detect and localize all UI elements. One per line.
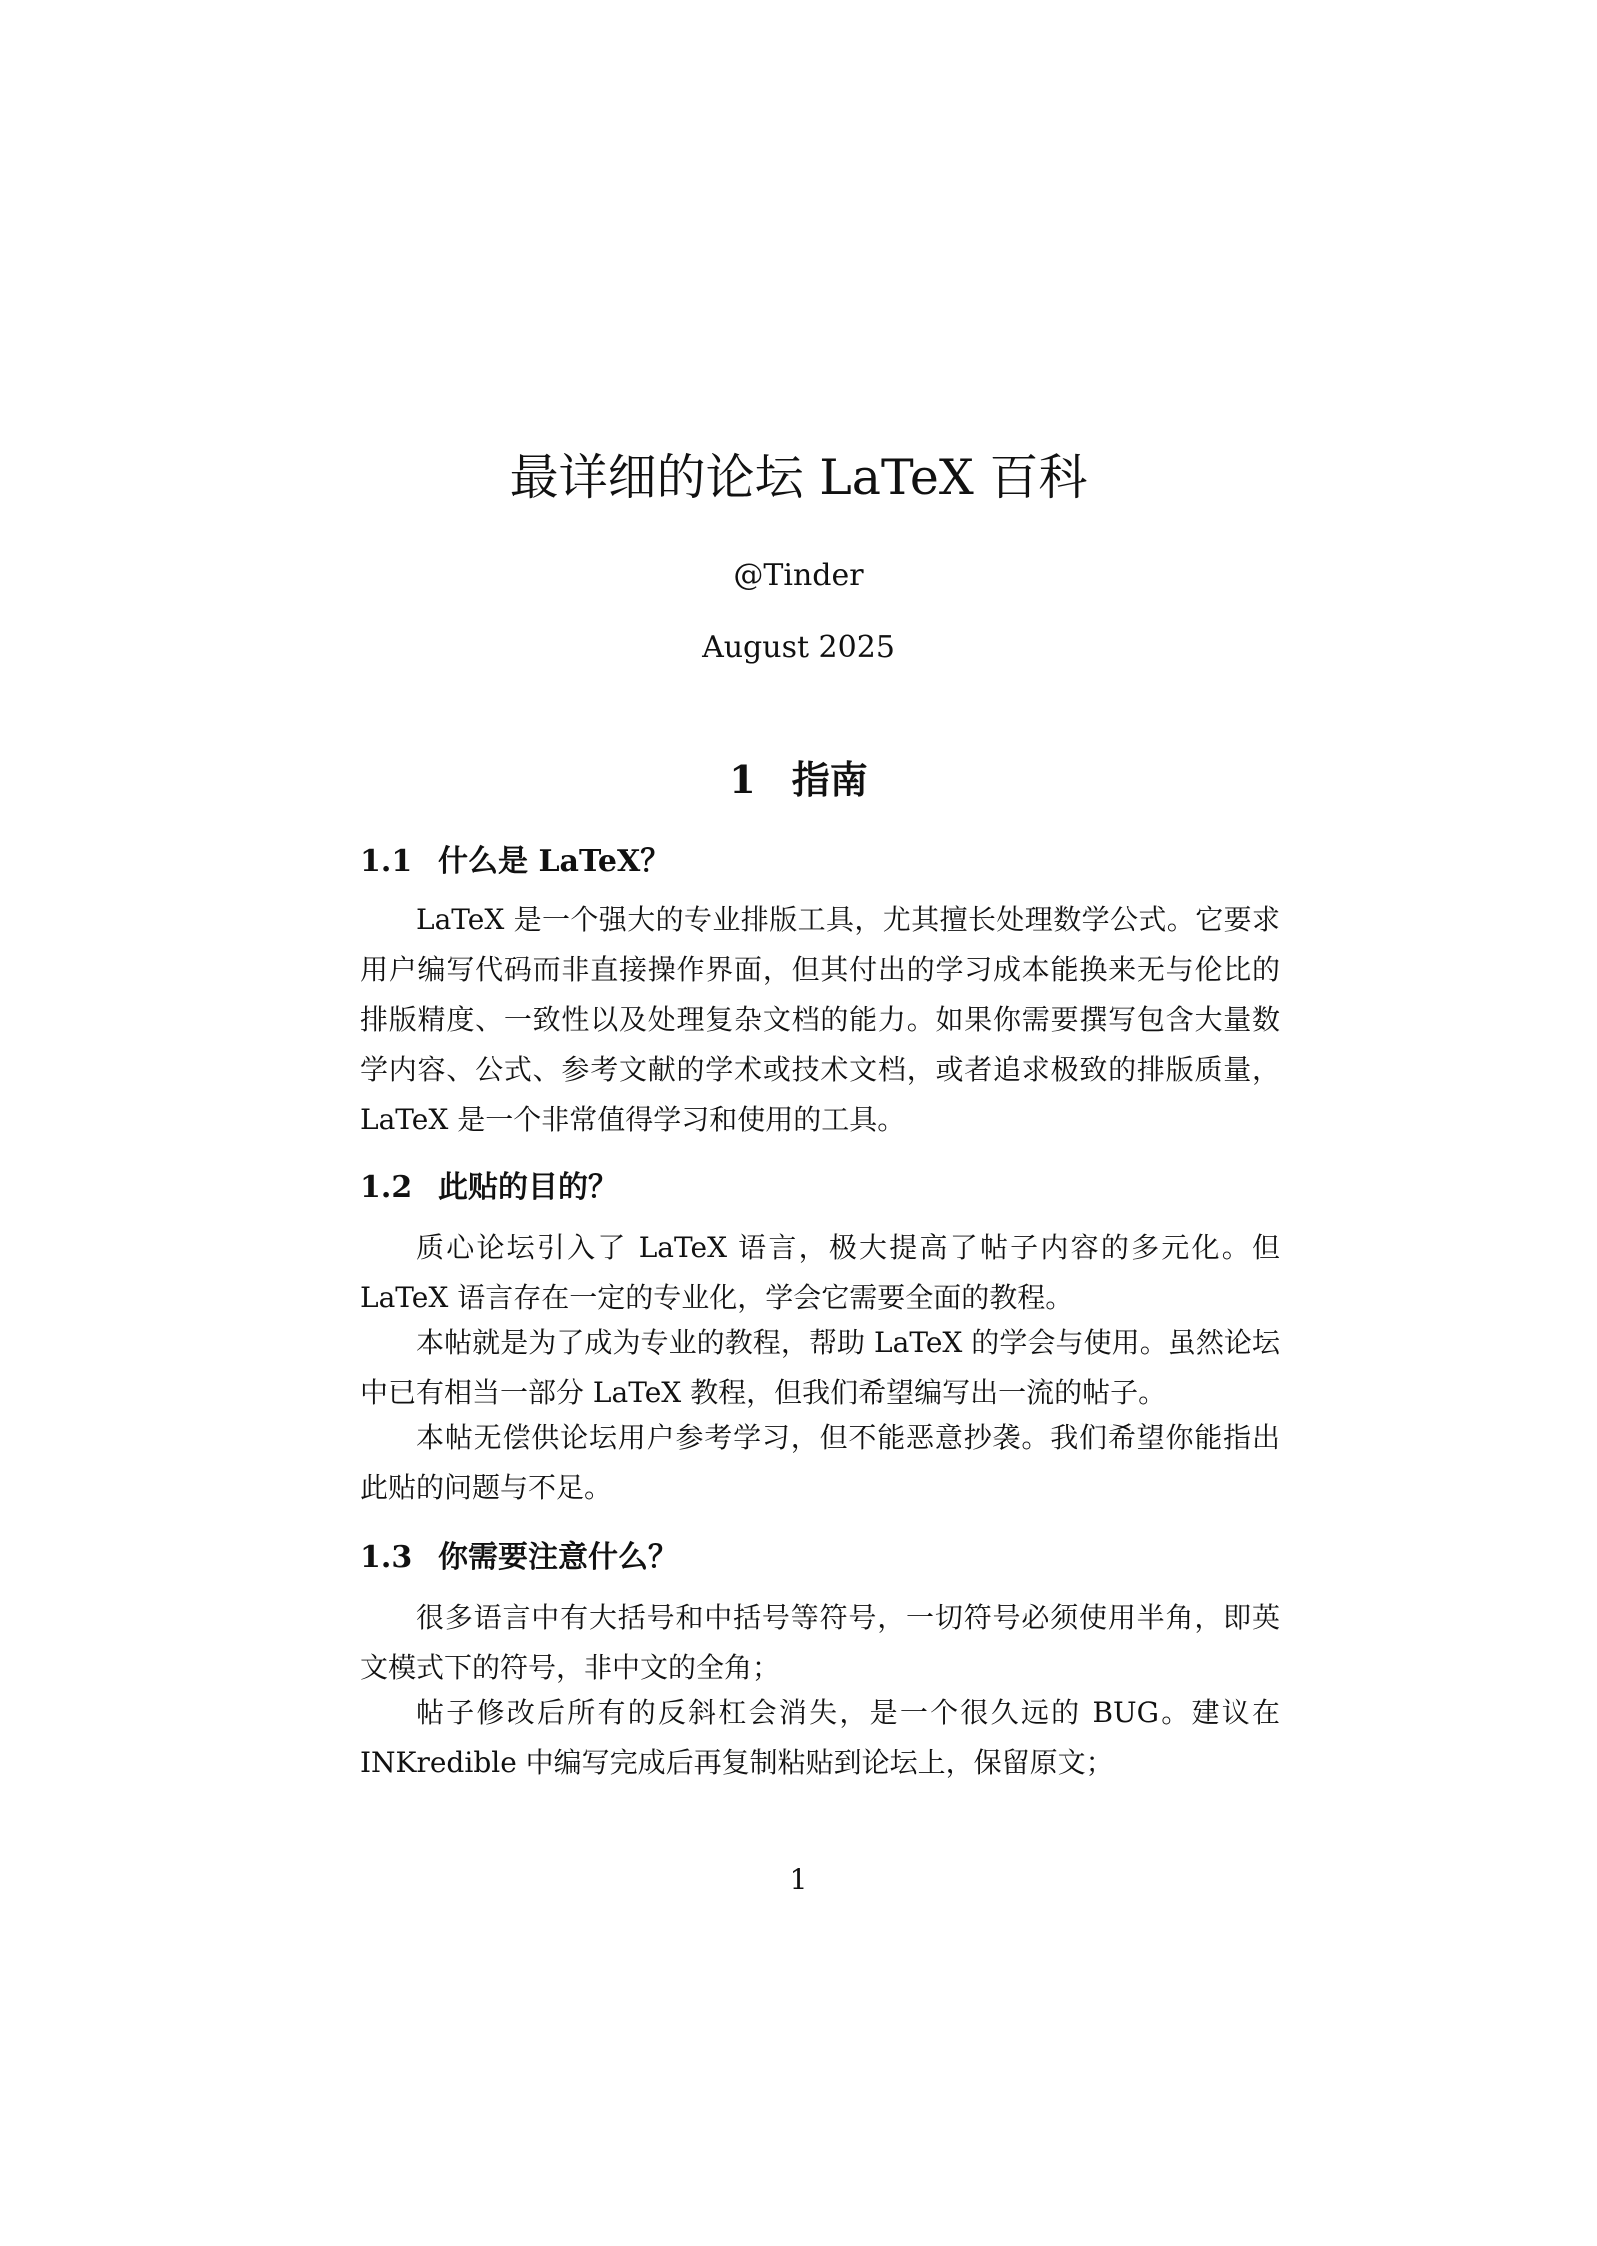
paragraph: 很多语言中有大括号和中括号等符号，一切符号必须使用半角，即英文模式下的符号，非中文的全角； [360,1601,1280,1684]
section-title: 指南 [791,757,868,802]
section-number: 1 [729,757,756,802]
document-date: August 2025 [702,630,895,665]
document-title: 最详细的论坛 LaTeX 百科 [509,449,1088,506]
document-author: @Tinder [733,558,864,593]
page-number: 1 [789,1863,808,1896]
subsection-title: 此贴的目的？ [438,1170,618,1205]
subsection-number: 1.1 [360,844,413,879]
paragraph: 本帖无偿供论坛用户参考学习，但不能恶意抄袭。我们希望你能指出此贴的问题与不足。 [360,1421,1280,1504]
subsection-heading-1-2 [360,1168,618,1208]
subsection-number: 1.3 [360,1540,413,1575]
subsection-heading-1-1 [360,842,670,882]
paragraph: 帖子修改后所有的反斜杠会消失，是一个很久远的 BUG。建议在 INKredible 中编写完成后再复制粘贴到论坛上，保留原文； [360,1696,1280,1779]
subsection-number: 1.2 [360,1170,413,1205]
subsection-heading-1-3 [360,1538,678,1578]
paragraph: 本帖就是为了成为专业的教程，帮助 LaTeX 的学会与使用。虽然论坛中已有相当一部分 LaTeX 教程，但我们希望编写出一流的帖子。 [360,1326,1280,1409]
paragraph: 质心论坛引入了 LaTeX 语言，极大提高了帖子内容的多元化。但 LaTeX 语言存在一定的专业化，学会它需要全面的教程。 [360,1231,1280,1314]
section-heading [0,755,1597,805]
subsection-title: 你需要注意什么？ [438,1540,678,1575]
subsection-title: 什么是 LaTeX？ [438,844,671,879]
paragraph: LaTeX 是一个强大的专业排版工具，尤其擅长处理数学公式。它要求用户编写代码而非直接操作界面，但其付出的学习成本能换来无与伦比的排版精度、一致性以及处理复杂文档的能力。如果你需要撰写包含大量数学内容、公式、参考文献的学术或技术文档，或者追求极致的排版质量，LaTeX 是一个非常值得学习和使用的工具。 [360,903,1280,1136]
